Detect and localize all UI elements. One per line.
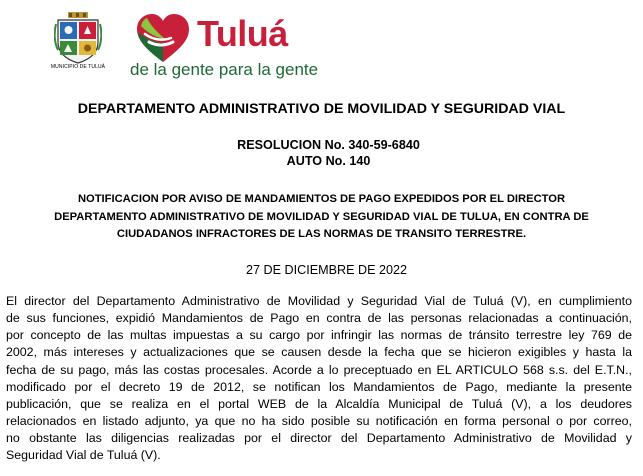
- brand-name: Tuluá: [197, 13, 288, 54]
- notification-title-line: NOTIFICACION POR AVISO DE MANDAMIENTOS DE PAGO EXPEDIDOS POR EL DIRECTOR: [77, 193, 566, 205]
- notification-title-line: DEPARTAMENTO ADMINISTRATIVO DE MOVILIDAD Y SEGURIDAD VIAL DE TULUA, EN CONTRA DE: [54, 210, 589, 223]
- body-line: no obstante las diligencias realizadas por el director del Departamento Administrativo de Movilidad y: [6, 431, 632, 446]
- body-line: publicación, que se realiza en el portal WEB de la Alcaldía Municipal de Tuluá (V), a los deudores: [6, 396, 632, 411]
- letterhead: [0, 0, 643, 90]
- body-line: El director del Departamento Administrativo de Movilidad y Seguridad Vial de Tuluá (V), en cumplimiento: [6, 294, 632, 308]
- heart-logo-icon: [135, 12, 191, 64]
- brand-slogan: de la gente para la gente: [130, 60, 319, 79]
- coat-of-arms-icon: [54, 12, 102, 64]
- body-line: modificado por el decreto 19 de 2012, se notifican los Mandamientos de Pago, mediante la presente: [6, 379, 632, 394]
- resolution-block: [0, 137, 643, 169]
- resolution-number: RESOLUCION No. 340-59-6840: [237, 138, 420, 152]
- body-line: relacionados en listado adjunto, ya que no ha sido posible su notificación en forma personal o por correo,: [6, 414, 632, 429]
- body-line: por concepto de las multas impuestas a su cargo por infringir las normas de tránsito terrestre ley 769 de: [6, 328, 632, 343]
- department-heading: DEPARTAMENTO ADMINISTRATIVO DE MOVILIDAD Y SEGURIDAD VIAL: [77, 101, 566, 117]
- body-line: Seguridad Vial de Tuluá (V).: [6, 448, 161, 463]
- body-line: de sus funciones, expidió Mandamientos de Pago en contra de las personas relacionadas a continuación,: [6, 311, 632, 326]
- document-date: 27 DE DICIEMBRE DE 2022: [246, 263, 407, 277]
- municipality-caption: MUNICIPIO DE TULUÁ: [50, 64, 106, 70]
- notification-title-line: CIUDADANOS INFRACTORES DE LAS NORMAS DE TRANSITO TERRESTRE.: [116, 228, 527, 240]
- notification-title: [0, 191, 643, 244]
- body-line: fecha de su pago, más las costas procesales. Acorde a lo preceptuado en EL ARTICULO 568 s.s. del E.T.N.,: [6, 362, 632, 377]
- auto-number: AUTO No. 140: [286, 154, 371, 168]
- body-line: 2002, más intereses y actualizaciones que se causen desde la fecha que se hicieron exigibles y hasta la: [6, 345, 632, 360]
- body-paragraph: [6, 293, 632, 465]
